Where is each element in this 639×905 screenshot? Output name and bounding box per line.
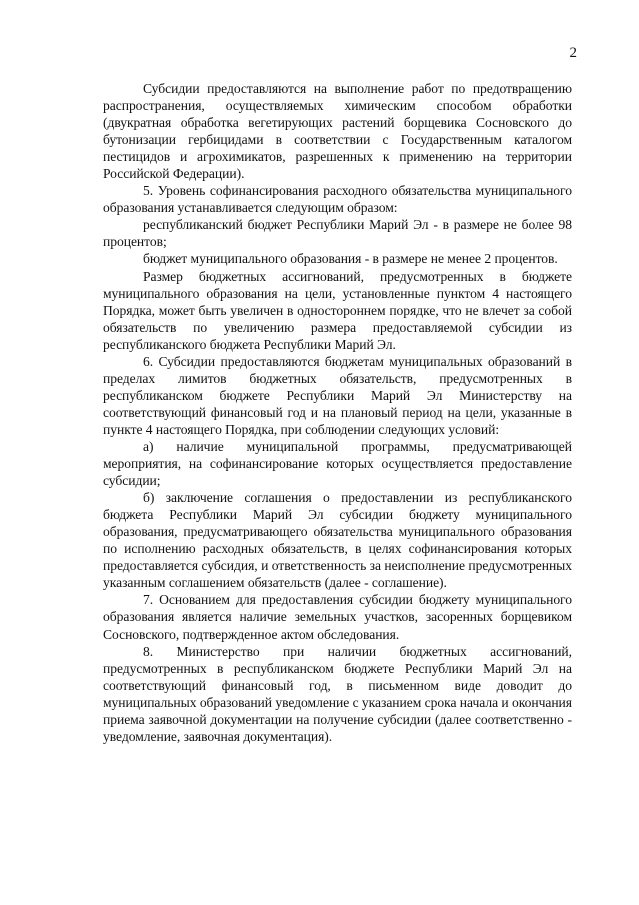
- paragraph-allocation-size: Размер бюджетных ассигнований, предусмотренных в бюджете муниципального образования на цели, установленные пунктом 4 настоящего Порядка, может быть увеличен в одностороннем порядке, что не влечет за собой обязательств по увеличению размера предоставляемой субсидии из республиканского бюджета Республики Марий Эл.: [103, 268, 572, 352]
- paragraph-subsidy-purpose: Субсидии предоставляются на выполнение работ по предотвращению распространения, осуществляемых химическим способом обработки (двукратная обработка вегетирующих растений борщевика Сосновского до бутонизации гербицидами в соответствии с Государственным каталогом пестицидов и агрохимикатов, разрешенных к применению на территории Российской Федерации).: [103, 81, 572, 182]
- paragraph-item-7: 7. Основанием для предоставления субсидии бюджету муниципального образования является наличие земельных участков, засоренных борщевиком Сосновского, подтвержденное актом обследования.: [103, 592, 572, 642]
- paragraph-item-8: 8. Министерство при наличии бюджетных ассигнований, предусмотренных в республиканском бюджете Республики Марий Эл на соответствующий финансовый год, в письменном виде доводит до муниципальных образований уведомление с указанием срока начала и окончания приема заявочной документации на получение субсидии (далее соответственно - уведомление, заявочная документация).: [103, 643, 572, 744]
- paragraph-item-5: 5. Уровень софинансирования расходного обязательства муниципального образования устанавливается следующим образом:: [103, 183, 572, 216]
- paragraph-condition-b: б) заключение соглашения о предоставлении из республиканского бюджета Республики Марий Эл субсидии бюджету муниципального образования, предусматривающего обязательства муниципального образования по исполнению расходных обязательств, в целях софинансирования которых предоставляется субсидия, и ответственность за неисполнение предусмотренных указанным соглашением обязательств (далее - соглашение).: [103, 490, 572, 591]
- paragraph-item-6: 6. Субсидии предоставляются бюджетам муниципальных образований в пределах лимитов бюджетных обязательств, предусмотренных в республиканском бюджете Республики Марий Эл Министерству на соответствующий финансовый год и на плановый период на цели, указанные в пункте 4 настоящего Порядка, при соблюдении следующих условий:: [103, 353, 572, 437]
- paragraph-condition-a: а) наличие муниципальной программы, предусматривающей мероприятия, на софинансирование которых осуществляется предоставление субсидии;: [103, 438, 572, 489]
- paragraph-republican-share: республиканский бюджет Республики Марий Эл - в размере не более 98 процентов;: [103, 217, 572, 250]
- paragraph-municipal-share: бюджет муниципального образования - в размере не менее 2 процентов.: [143, 251, 558, 267]
- page-number: 2: [569, 45, 577, 61]
- document-body: [103, 80, 572, 745]
